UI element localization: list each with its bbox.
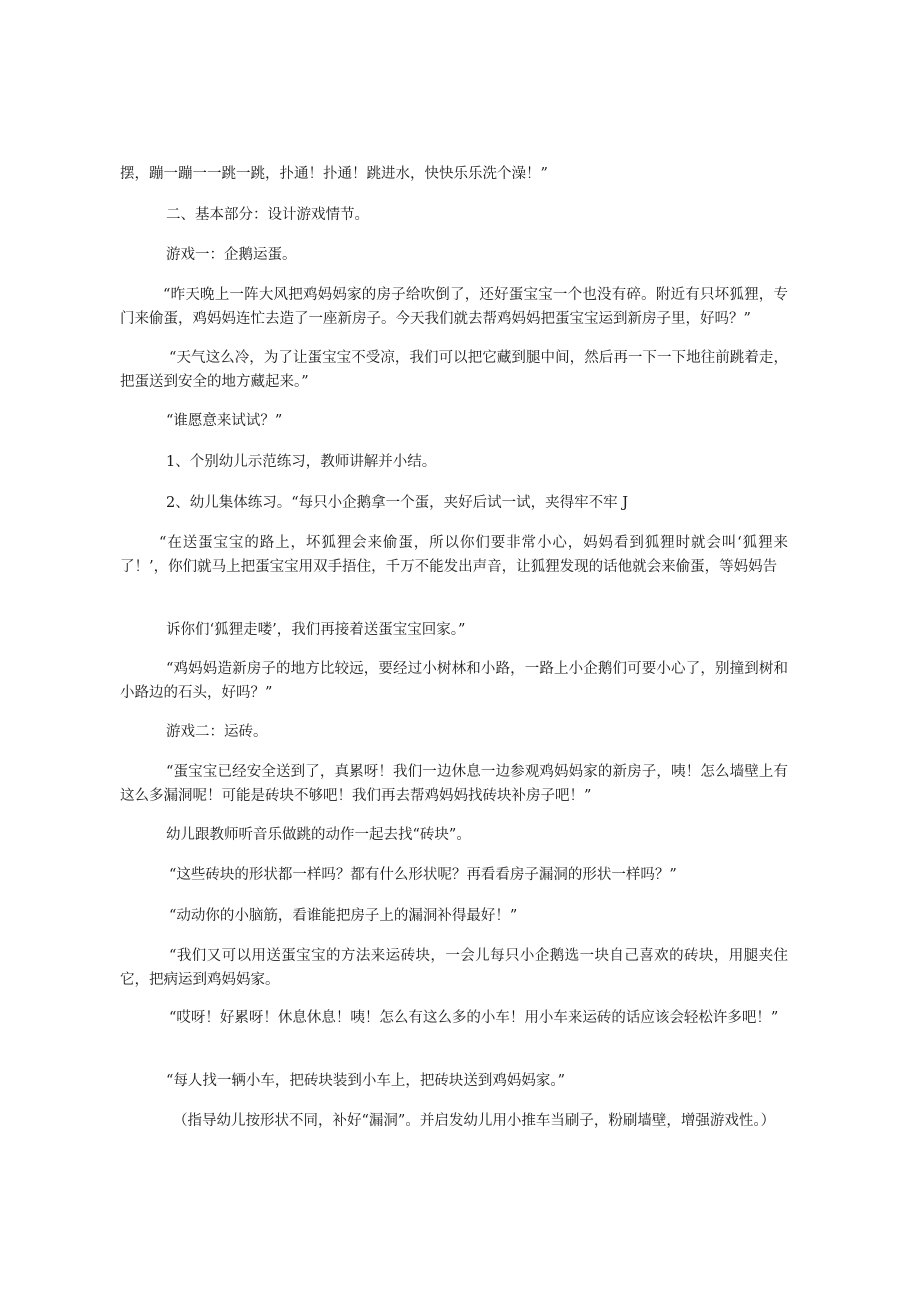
paragraph-10: 诉你们‘狐狸走喽’，我们再接着送蛋宝宝回家。” — [166, 622, 466, 638]
paragraph-5: “天气这么冷，为了让蛋宝宝不受凉，我们可以把它藏到腿中间，然后再一下一下地往前跳着走，把蛋送到安全的地方藏起来。” — [120, 350, 788, 390]
paragraph-4: “昨天晚上一阵大风把鸡妈妈家的房子给吹倒了，还好蛋宝宝一个也没有碎。附近有只坏狐狸，专门来偷蛋，鸡妈妈连忙去造了一座新房子。今天我们就去帮鸡妈妈把蛋宝宝运到新房子里，好吗？” — [120, 287, 788, 327]
step-1: 1、个别幼儿示范练习，教师讲解并小结。 — [166, 454, 437, 470]
paragraph-11: “鸡妈妈造新房子的地方比较远，要经过小树林和小路，一路上小企鹅们可要小心了，别撞到树和小路边的石头，好吗？” — [120, 661, 788, 701]
section-heading-basic: 二、基本部分：设计游戏情节。 — [166, 207, 369, 223]
paragraph-19: “每人找一辆小车，把砖块装到小车上，把砖块送到鸡妈妈家。” — [166, 1073, 566, 1089]
paragraph-9: “在送蛋宝宝的路上，坏狐狸会来偷蛋，所以你们要非常小心，妈妈看到狐狸时就会叫‘狐狸来了！’，你们就马上把蛋宝宝用双手捂住，千万不能发出声音，让狐狸发现的话他就会来偷蛋，等妈妈告 — [120, 535, 788, 575]
paragraph-13: “蛋宝宝已经安全送到了，真累呀！我们一边休息一边参观鸡妈妈家的新房子，咦！怎么墙壁上有这么多漏洞呢！可能是砖块不够吧！我们再去帮鸡妈妈找砖块补房子吧！” — [120, 764, 788, 804]
paragraph-1: 摆，蹦一蹦一一跳一跳，扑通！扑通！跳进水，快快乐乐洗个澡！” — [120, 166, 548, 182]
paragraph-20: （指导幼儿按形状不同，补好“漏洞”。并启发幼儿用小推车当刷子，粉刷墙壁，增强游戏性。） — [173, 1113, 776, 1129]
paragraph-14: 幼儿跟教师听音乐做跳的动作一起去找“砖块”。 — [166, 827, 471, 843]
paragraph-15: “这些砖块的形状都一样吗？都有什么形状呢？再看看房子漏洞的形状一样吗？” — [169, 867, 677, 883]
paragraph-18: “哎呀！好累呀！休息休息！咦！怎么有这么多的小车！用小车来运砖的话应该会轻松许多吧！” — [169, 1010, 779, 1026]
paragraph-16: “动动你的小脑筋，看谁能把房子上的漏洞补得最好！” — [169, 908, 518, 924]
paragraph-6: “谁愿意来试试？” — [166, 413, 283, 429]
game-two-heading: 游戏二：运砖。 — [166, 724, 268, 740]
step-2: 2、幼儿集体练习。“每只小企鹅拿一个蛋，夹好后试一试，夹得牢不牢 J — [166, 495, 629, 511]
game-one-heading: 游戏一：企鹅运蛋。 — [166, 247, 297, 263]
paragraph-17: “我们又可以用送蛋宝宝的方法来运砖块，一会儿每只小企鹅选一块自己喜欢的砖块，用腿夹住它，把病运到鸡妈妈家。 — [120, 948, 788, 988]
